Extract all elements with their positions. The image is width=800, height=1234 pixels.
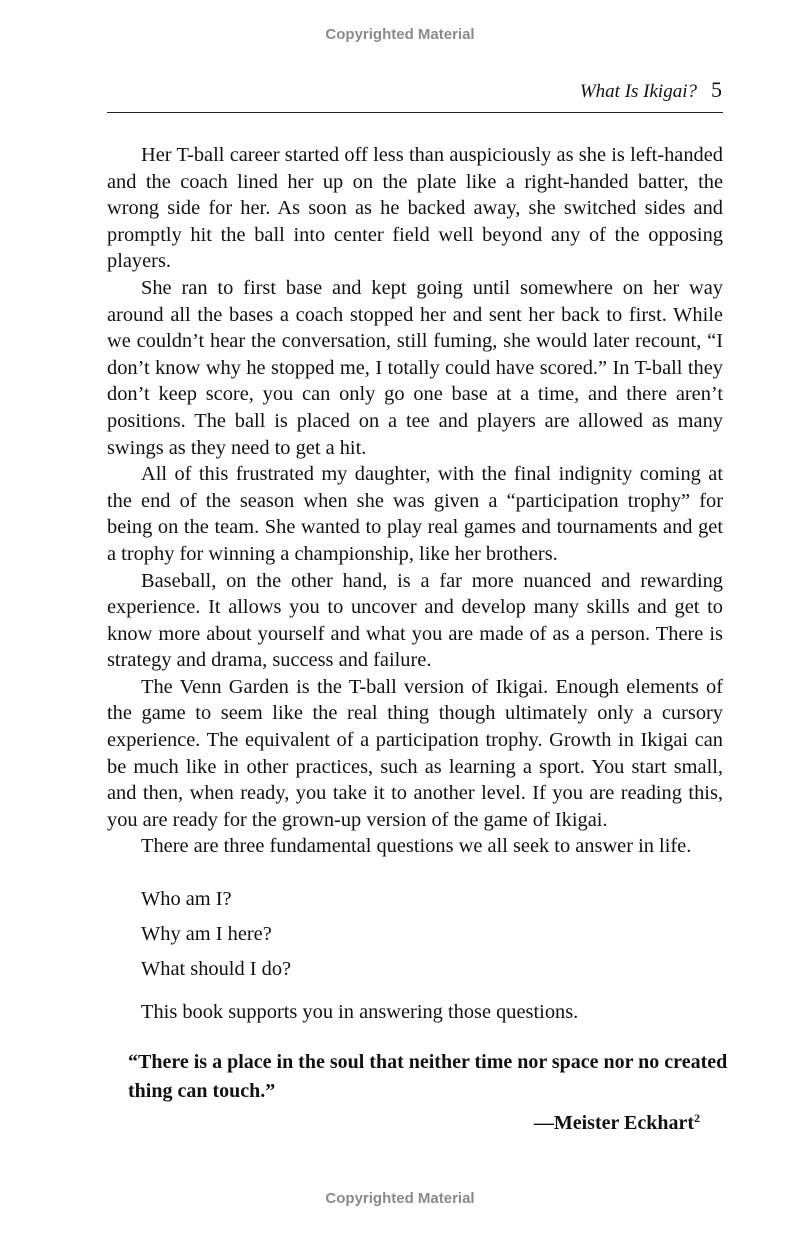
copyright-watermark-bottom: Copyrighted Material [325,1190,475,1207]
running-header [580,77,722,103]
question-list [141,882,291,987]
question-item: Who am I? [141,888,232,910]
paragraph: The Venn Garden is the T-ball version of Ikigai. Enough elements of the game to seem like the real thing though ultimately only a cursory experience. The equivalent of a participation trophy. Growth in Ikigai can be much like in other practices, such as learning a sport. You start small, and then, when ready, you take it to another level. If you are reading this, you are ready for the grown-up version of the game of Ikigai. [107,675,723,831]
epigraph-attribution [534,1111,700,1135]
page-number: 5 [711,77,722,102]
paragraph: All of this frustrated my daughter, with the final indignity coming at the end of the season when she was given a “participation trophy” for being on the team. She wanted to play real games and tournaments and get a trophy for winning a championship, like her brothers. [107,463,723,565]
attribution-author: —Meister Eckhart [533,1112,694,1134]
paragraph: She ran to first base and kept going until somewhere on her way around all the bases a coach stopped her and sent her back to first. While we couldn’t hear the conversation, still fuming, she would later recount, “I don’t know why he stopped me, I totally could have scored.” In T-ball they don’t keep score, you can only go one base at a time, and there aren’t positions. The ball is placed on a tee and players are allowed as many swings as they need to get a hit. [107,276,723,459]
running-title: What Is Ikigai? [579,81,697,102]
closing-line: This book supports you in answering those questions. [141,1001,579,1023]
epigraph-quote: “There is a place in the soul that neither time nor space nor no created thing can touch.” [128,1051,728,1102]
body-text [107,142,723,860]
paragraph: There are three fundamental questions we all seek to answer in life. [141,835,692,858]
copyright-watermark-top: Copyrighted Material [325,26,475,43]
paragraph: Her T-ball career started off less than auspiciously as she is left-handed and the coach lined her up on the plate like a right-handed batter, the wrong side for her. As soon as he backed away, she switched sides and promptly hit the ball into center field well beyond any of the opposing players. [107,144,723,273]
header-rule [107,112,723,113]
footnote-marker: 2 [694,1111,700,1125]
paragraph: Baseball, on the other hand, is a far more nuanced and rewarding experience. It allows you to uncover and develop many skills and get to know more about yourself and what you are made of as a person. There is strategy and drama, success and failure. [107,569,723,672]
question-item: What should I do? [141,958,292,980]
question-item: Why am I here? [141,923,272,945]
